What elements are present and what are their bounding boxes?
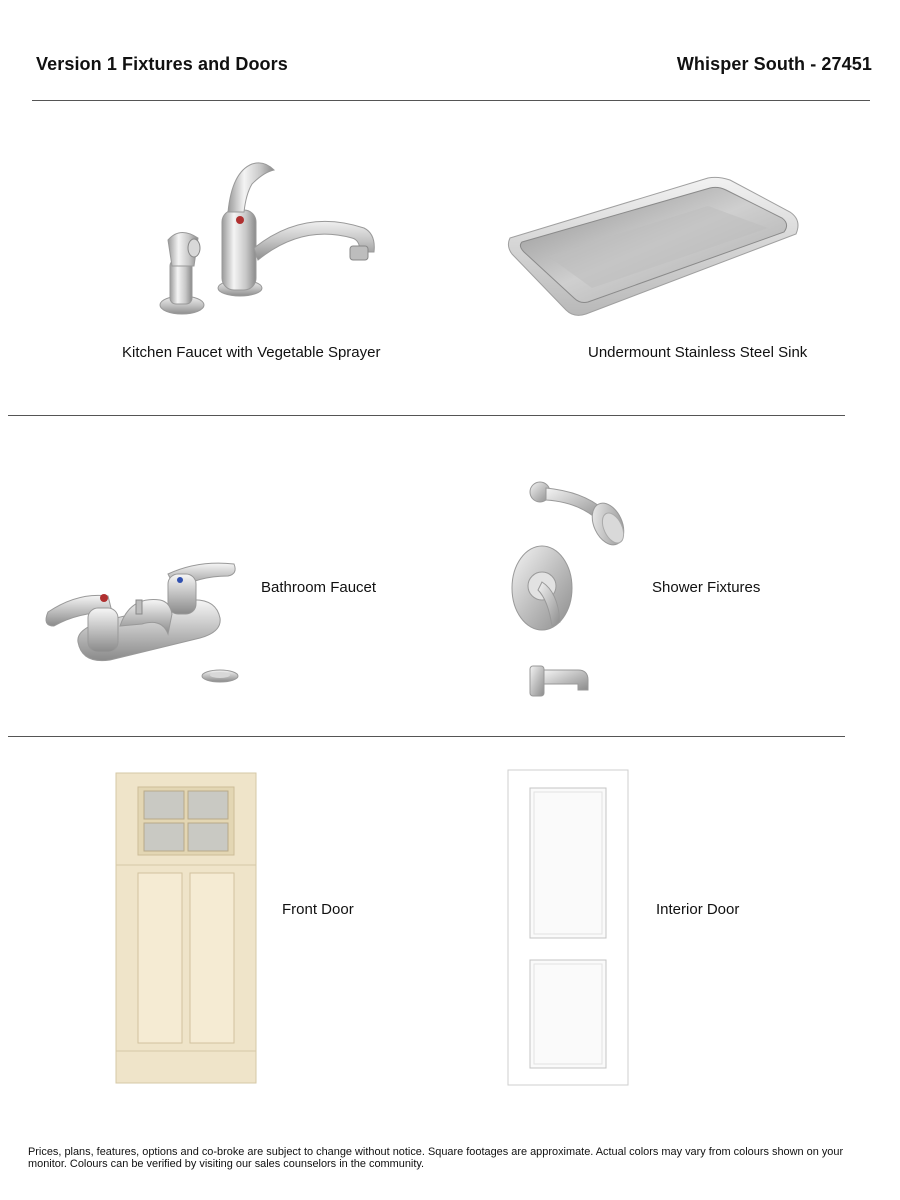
bathroom-faucet-label: Bathroom Faucet [261,579,377,596]
bathroom-faucet-image [40,560,245,685]
section-divider-1 [8,415,845,416]
front-door-label: Front Door [282,901,354,918]
front-door-image [116,773,256,1083]
shower-fixtures-label: Shower Fixtures [652,579,761,596]
shower-fixtures-image [508,478,638,708]
sink-label: Undermount Stainless Steel Sink [588,344,808,361]
section-divider-2 [8,736,845,737]
sink-image [508,176,803,316]
interior-door-label: Interior Door [656,901,740,918]
kitchen-faucet-label: Kitchen Faucet with Vegetable Sprayer [122,344,381,361]
disclaimer-text: Prices, plans, features, options and co-broke are subject to change without notice. Square footages are approximate. Actual colors may vary from colours shown on your monitor. Colours can be verified by visiting our sales counselors in the community. [28,1146,844,1170]
page-title: Version 1 Fixtures and Doors [36,54,288,74]
interior-door-image [508,770,628,1085]
kitchen-faucet-image [150,160,390,325]
community-title: Whisper South - 27451 [676,54,872,74]
header-divider [32,100,870,101]
